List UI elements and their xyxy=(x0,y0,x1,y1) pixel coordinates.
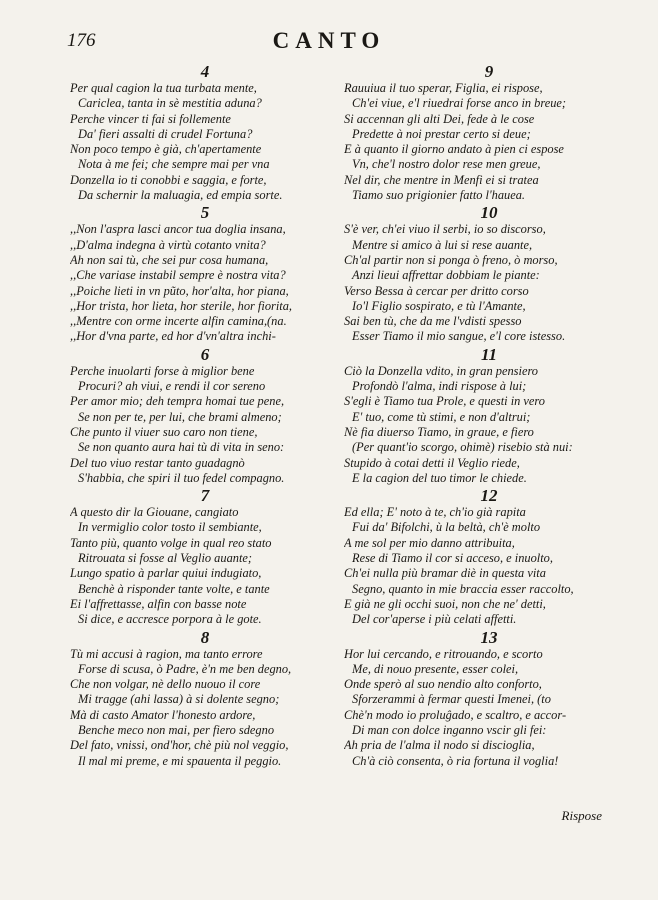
verse-line: E' tuo, come tù stimi, e non d'altrui; xyxy=(352,409,531,424)
stanza xyxy=(70,486,340,627)
verse-line: Ch'à ciò consenta, ò ria fortuna il voglia! xyxy=(352,753,559,768)
verse-line: ,,Hor trista, hor lieta, hor sterile, hor fiorita, xyxy=(70,298,293,313)
stanza-number: 9 xyxy=(484,62,494,81)
verse-line: ,,D'alma indegna à virtù cotanto vnita? xyxy=(70,237,266,252)
verse-line: Segno, quanto in mie braccia esser raccolto, xyxy=(352,581,574,596)
verse-line: Mà di casto Amator l'honesto ardore, xyxy=(70,707,256,722)
stanza xyxy=(344,345,634,486)
verse-line: Si accennan gli alti Dei, fede à le cose xyxy=(344,111,535,126)
verse-line: Lungo spatio à parlar quiui indugiato, xyxy=(70,566,262,581)
stanza xyxy=(344,486,634,627)
verse-line: Rese di Tiamo il cor si acceso, e inuolto, xyxy=(352,551,553,566)
stanza-number: 6 xyxy=(200,344,210,364)
catchword: Rispose xyxy=(561,808,602,823)
stanza-number: 12 xyxy=(480,486,498,506)
verse-line: Ch'al partir non si ponga ò freno, ò morso, xyxy=(344,252,558,267)
verse-line: Da' fieri assalti di crudel Fortuna? xyxy=(78,126,253,141)
verse-line: (Per quant'io scorgo, ohimè) risebio stà nui: xyxy=(352,440,573,455)
verse-line: ,,Hor d'vna parte, ed hor d'vn'altra inchi- xyxy=(70,329,276,344)
verse-line: In vermiglio color tosto il sembiante, xyxy=(78,520,262,535)
right-column xyxy=(344,62,634,769)
running-head: CANTO xyxy=(272,28,386,53)
verse-line: Tiamo suo prigionier fatto l'hauea. xyxy=(352,188,526,203)
stanza xyxy=(344,628,634,769)
verse-line: Perche inuolarti forse à miglior bene xyxy=(70,363,255,378)
verse-line: Ed ella; E' noto à te, ch'io già rapita xyxy=(344,505,526,520)
verse-line: Vn, che'l nostro dolor rese men greue, xyxy=(352,157,541,172)
verse-line: Il mal mi preme, e mi spauenta il peggio. xyxy=(78,753,282,768)
verse-line: Se non per te, per lui, che brami almeno; xyxy=(78,409,282,424)
verse-line: ,,Non l'aspra lasci ancor tua doglia insana, xyxy=(70,222,286,237)
stanza-number: 11 xyxy=(480,344,498,364)
verse-line: Profondò l'alma, indi rispose à lui; xyxy=(352,379,527,394)
verse-line: Io'l Figlio sospirato, e tù l'Amante, xyxy=(352,298,526,313)
verse-line: Per qual cagion la tua turbata mente, xyxy=(70,81,257,95)
verse-line: Sai ben tù, che da me l'vdisti spesso xyxy=(344,314,522,329)
verse-line: Sforzerammi à fermar questi Imenei, (to xyxy=(352,692,551,707)
verse-line: ,,Che variase instabil sempre è nostra vita? xyxy=(70,268,286,283)
verse-line: Ch'ei viue, e'l riuedrai forse anco in breue; xyxy=(352,96,567,111)
stanza-number: 13 xyxy=(480,627,498,647)
verse-line: Ritrouata si fosse al Veglio auante; xyxy=(78,551,253,566)
verse-line: Da schernir la maluagia, ed empia sorte. xyxy=(78,188,283,203)
verse-line: Me, di nouo presente, esser colei, xyxy=(352,661,519,676)
stanza-number: 7 xyxy=(200,486,210,506)
verse-line: Ei l'affrettasse, alfin con basse note xyxy=(70,596,247,611)
verse-line: Del tuo viuo restar tanto guadagnò xyxy=(70,455,245,470)
verse-line: Nota à me fei; che sempre mai per vna xyxy=(78,157,270,172)
verse-line: Benchè à risponder tante volte, e tante xyxy=(78,581,270,596)
verse-line: Di man con dolce inganno vscir gli fei: xyxy=(352,722,547,737)
verse-line: Tù mi accusi à ragion, ma tanto errore xyxy=(70,646,263,661)
verse-line: Del cor'aperse i più celati affetti. xyxy=(352,612,517,627)
verse-line: Donzella io ti conobbi e saggia, e forte, xyxy=(70,172,267,187)
verse-line: ,,Mentre con orme incerte alfin camina,(na. xyxy=(70,314,287,329)
page-number: 176 xyxy=(67,30,96,51)
verse-line: Stupido à cotai detti il Veglio riede, xyxy=(344,455,520,470)
stanza xyxy=(70,62,340,203)
verse-line: Onde sperò al suo nendio alto conforto, xyxy=(344,677,542,692)
verse-line: Ah non sai tù, che sei pur cosa humana, xyxy=(70,252,269,267)
verse-line: Mentre si amico à lui si rese auante, xyxy=(352,237,533,252)
stanza xyxy=(344,203,634,344)
stanza-number: 8 xyxy=(200,627,210,647)
stanza-number: 4 xyxy=(200,62,210,81)
stanza xyxy=(70,628,340,769)
verse-line: Non poco tempo è già, ch'apertamente xyxy=(70,142,262,157)
verse-line: ,,Poiche lieti in vn pũto, hor'alta, hor piana, xyxy=(70,283,289,298)
verse-line: Per amor mio; deh tempra homai tue pene, xyxy=(70,394,285,409)
verse-line: Hor lui cercando, e ritrouando, e scorto xyxy=(344,646,543,661)
verse-line: Rauuiua il tuo sperar, Figlia, ei rispose, xyxy=(344,81,543,95)
verse-line: Fui da' Bifolchi, ù la beltà, ch'è molto xyxy=(352,520,541,535)
stanza xyxy=(70,203,340,344)
verse-line: Benche meco non mai, per fiero sdegno xyxy=(78,722,275,737)
stanza-number: 10 xyxy=(480,203,498,223)
verse-line: Forse di scusa, ò Padre, è'n me ben degno, xyxy=(78,661,292,676)
verse-line: Anzi lieui affrettar dobbiam le piante: xyxy=(352,268,540,283)
verse-line: Del fato, vnissi, ond'hor, chè più nol veggio, xyxy=(70,738,289,753)
left-column xyxy=(70,62,340,769)
stanza xyxy=(70,345,340,486)
verse-line: S'habbia, che spiri il tuo fedel compagno. xyxy=(78,470,285,485)
verse-line: Nel dir, che mentre in Menfi ei si tratea xyxy=(344,172,539,187)
verse-line: S'egli è Tiamo tua Prole, e questi in vero xyxy=(344,394,545,409)
verse-line: Predette à noi prestar certo si deue; xyxy=(352,126,531,141)
verse-line: Ah pria de l'alma il nodo si discioglia, xyxy=(344,738,535,753)
verse-line: Chè'n modo io proluĝado, e scaltro, e accor- xyxy=(344,707,567,722)
stanza-number: 5 xyxy=(200,203,210,223)
verse-line: Perche vincer ti fai si follemente xyxy=(70,111,231,126)
verse-line: Ch'ei nulla più bramar diè in questa vita xyxy=(344,566,546,581)
verse-line: Procuri? ah viui, e rendi il cor sereno xyxy=(78,379,266,394)
verse-line: Cariclea, tanta in sè mestitia aduna? xyxy=(78,96,262,111)
verse-line: Tanto più, quanto volge in qual reo stato xyxy=(70,535,272,550)
verse-line: E già ne gli occhi suoi, non che ne' detti, xyxy=(344,596,546,611)
verse-line: Verso Bessa à cercar per dritto corso xyxy=(344,283,529,298)
verse-line: Ciò la Donzella vdito, in gran pensiero xyxy=(344,363,538,378)
verse-line: Se non quanto aura hai tù di vita in seno: xyxy=(78,440,285,455)
verse-line: A me sol per mio danno attribuita, xyxy=(344,535,515,550)
verse-line: E à quanto il giorno andato à pien ci espose xyxy=(344,142,564,157)
verse-line: Nè fia diuerso Tiamo, in graue, e fiero xyxy=(344,424,534,439)
verse-line: Esser Tiamo il mio sangue, e'l core istesso. xyxy=(352,329,566,344)
verse-line: E la cagion del tuo timor le chiede. xyxy=(352,470,527,485)
verse-line: Mi tragge (ahi lassa) à si dolente segno; xyxy=(78,692,280,707)
verse-line: Si dice, e accresce porpora à le gote. xyxy=(78,612,262,627)
verse-line: A questo dir la Giouane, cangiato xyxy=(70,505,239,520)
verse-line: Che non volgar, nè dello nuouo il core xyxy=(70,677,261,692)
verse-line: Che punto il viuer suo caro non tiene, xyxy=(70,424,258,439)
stanza xyxy=(344,62,634,203)
verse-line: S'è ver, ch'ei viuo il serbi, io so discorso, xyxy=(344,222,546,237)
